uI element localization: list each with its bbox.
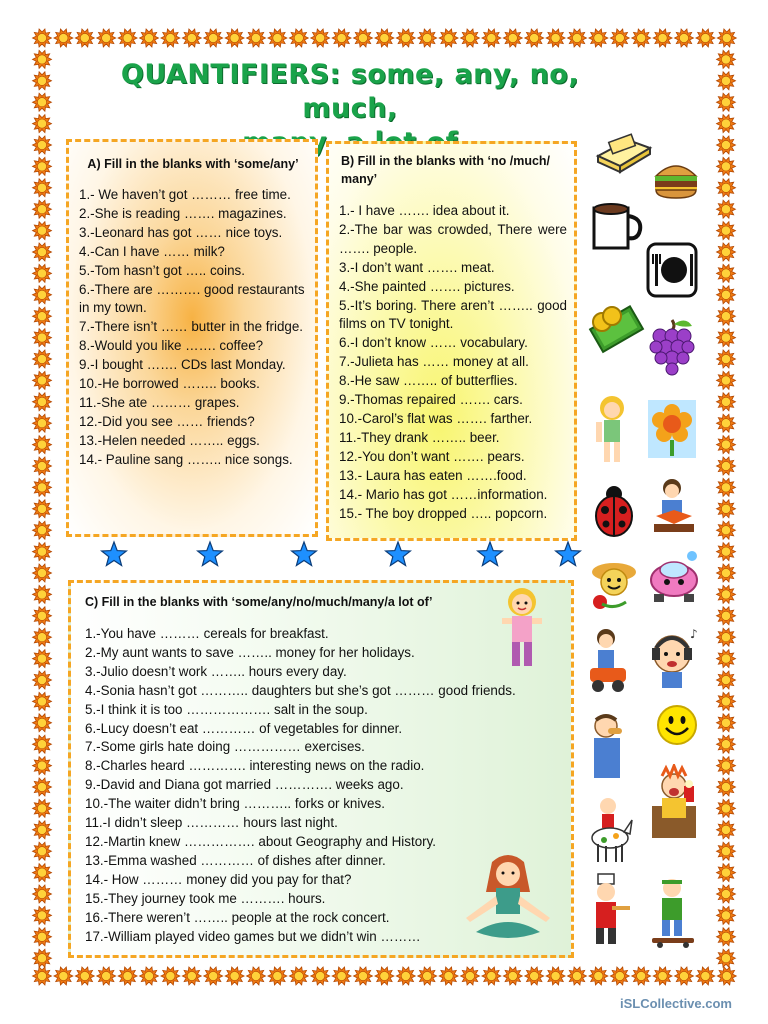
- exercise-item: 15.-They journey took me ………. hours.: [85, 890, 326, 906]
- section-b-list: [339, 202, 567, 523]
- exercise-item: 14.- Mario has got ……information.: [339, 486, 548, 502]
- sun-icon: [33, 414, 52, 432]
- sun-icon: [33, 928, 52, 946]
- exercise-item: 2.-My aunt wants to save …….. money for her holidays.: [85, 644, 415, 660]
- exercise-item: 3.-I don’t want ……. meat.: [339, 259, 495, 275]
- sun-icon: [33, 778, 52, 796]
- sun-icon: [33, 457, 52, 475]
- sun-icon: [717, 200, 736, 218]
- exercise-item: 11.-They drank …….. beer.: [339, 429, 500, 445]
- exercise-item: 8.-Charles heard …………. interesting news on the radio.: [85, 758, 425, 774]
- sun-icon: [33, 393, 52, 411]
- exercise-item: 11.-I didn’t sleep ………… hours last night.: [85, 815, 338, 831]
- sun-icon: [268, 29, 287, 47]
- exercise-item: 15.- The boy dropped ….. popcorn.: [339, 505, 548, 521]
- sun-icon: [717, 307, 736, 325]
- sun-icon: [696, 967, 715, 985]
- sun-icon: [503, 29, 522, 47]
- sun-icon: [33, 157, 52, 175]
- ladybug-icon: [592, 482, 636, 540]
- section-b-heading: B) Fill in the blanks with ‘no /much/ many’: [341, 154, 551, 186]
- pink-car-icon: [648, 548, 700, 604]
- sun-icon: [118, 967, 137, 985]
- sun-icon: [717, 650, 736, 668]
- sun-icon: [140, 29, 159, 47]
- exercise-item: 10.-Carol’s flat was ……. farther.: [339, 410, 533, 426]
- eating-man-icon: [584, 712, 632, 782]
- sun-icon: [33, 371, 52, 389]
- exercise-item: 2.-She is reading ……. magazines.: [79, 205, 287, 221]
- sun-icon: [717, 436, 736, 454]
- sun-icon: [75, 967, 94, 985]
- sun-icon: [33, 671, 52, 689]
- exercise-item: 9.-Thomas repaired ……. cars.: [339, 392, 523, 408]
- sun-icon: [33, 967, 52, 985]
- sun-icon: [653, 29, 672, 47]
- sun-icon: [33, 29, 52, 47]
- sun-icon: [568, 967, 587, 985]
- sun-icon: [375, 967, 394, 985]
- sun-icon: [675, 29, 694, 47]
- exercise-item: 4.-Sonia hasn’t got ……….. daughters but she’s got ……… good friends.: [85, 682, 516, 698]
- sun-icon: [717, 93, 736, 111]
- sun-icon: [247, 29, 266, 47]
- sun-icon: [418, 967, 437, 985]
- sun-icon: [33, 799, 52, 817]
- sun-icon: [268, 967, 287, 985]
- sun-icon: [247, 967, 266, 985]
- sun-icon: [717, 286, 736, 304]
- sun-icon: [525, 967, 544, 985]
- sun-icon: [33, 949, 52, 967]
- exercise-item: 7.-Some girls hate doing …………… exercises.: [85, 739, 365, 755]
- sun-icon: [717, 949, 736, 967]
- sun-icon: [33, 72, 52, 90]
- sun-icon: [717, 906, 736, 924]
- sun-icon: [717, 821, 736, 839]
- sun-icon: [33, 564, 52, 582]
- exercise-item: 1.- We haven’t got ……… free time.: [79, 187, 291, 202]
- exercise-item: 9.-I bought ……. CDs last Monday.: [79, 357, 286, 373]
- section-a-box: [66, 139, 318, 537]
- sun-icon: [589, 29, 608, 47]
- exercise-item: 13.- Laura has eaten …….food.: [339, 467, 527, 483]
- sun-icon: [717, 885, 736, 903]
- money-icon: [586, 300, 648, 360]
- sun-icon: [33, 543, 52, 561]
- sun-icon: [161, 29, 180, 47]
- plate-cutlery-icon: [646, 242, 698, 298]
- boy-horse-icon: [586, 796, 634, 866]
- sun-icon: [717, 500, 736, 518]
- exercise-item: 4.-Can I have …… milk?: [79, 243, 225, 259]
- sun-icon: [675, 967, 694, 985]
- sun-icon: [696, 29, 715, 47]
- sun-icon: [717, 414, 736, 432]
- star-icon: [384, 540, 412, 568]
- exercise-item: 11.-She ate ……… grapes.: [79, 394, 240, 410]
- sun-icon: [33, 885, 52, 903]
- exercise-item: 5.-Tom hasn’t got ….. coins.: [79, 262, 245, 278]
- sun-icon: [717, 264, 736, 282]
- sun-icon: [33, 136, 52, 154]
- sun-icon: [717, 457, 736, 475]
- section-a-heading: A) Fill in the blanks with ‘some/any’: [87, 157, 299, 171]
- sun-icon: [33, 607, 52, 625]
- sun-icon: [54, 29, 73, 47]
- exercise-item: 13.-Helen needed …….. eggs.: [79, 432, 260, 448]
- sun-icon: [33, 436, 52, 454]
- meditating-girl-icon: [456, 852, 560, 946]
- sun-icon: [311, 967, 330, 985]
- exercise-item: 7.-There isn’t …… butter in the fridge.: [79, 319, 304, 335]
- sun-icon: [546, 29, 565, 47]
- flower-icon: [646, 398, 698, 460]
- sun-icon: [33, 115, 52, 133]
- exercise-item: 6.-There are ………. good restaurants in my town.: [79, 281, 305, 316]
- sun-icon: [717, 692, 736, 710]
- sun-icon: [717, 585, 736, 603]
- sun-icon: [717, 799, 736, 817]
- sun-icon: [33, 478, 52, 496]
- sun-icon: [204, 967, 223, 985]
- butter-icon: [592, 126, 654, 174]
- sun-icon: [717, 842, 736, 860]
- sun-icon: [54, 967, 73, 985]
- sun-icon: [589, 967, 608, 985]
- exercise-item: 6.-Lucy doesn’t eat ………… of vegetables for dinner.: [85, 720, 403, 736]
- exercise-item: 2.-The bar was crowded, There were ……. people.: [339, 221, 567, 256]
- sun-icon: [33, 264, 52, 282]
- girl-icon: [592, 392, 632, 466]
- sun-icon: [161, 967, 180, 985]
- sun-icon: [182, 29, 201, 47]
- sun-icon: [568, 29, 587, 47]
- sun-icon: [33, 628, 52, 646]
- sun-icon: [717, 735, 736, 753]
- coffee-mug-icon: [588, 196, 644, 254]
- sun-icon: [610, 967, 629, 985]
- sun-icon: [97, 967, 116, 985]
- sun-icon: [33, 692, 52, 710]
- exercise-item: 8.-Would you like ……. coffee?: [79, 338, 264, 354]
- sun-icon: [632, 967, 651, 985]
- sun-icon: [33, 93, 52, 111]
- exercise-item: 8.-He saw …….. of butterflies.: [339, 373, 518, 389]
- sun-icon: [717, 29, 736, 47]
- sun-icon: [717, 757, 736, 775]
- exercise-item: 6.-I don’t know …… vocabulary.: [339, 335, 528, 351]
- sun-icon: [75, 29, 94, 47]
- sun-icon: [632, 29, 651, 47]
- sun-icon: [461, 967, 480, 985]
- sun-icon: [33, 650, 52, 668]
- music-man-icon: [648, 628, 700, 690]
- sun-icon: [375, 29, 394, 47]
- sun-icon: [33, 222, 52, 240]
- popcorn-man-icon: [648, 764, 700, 840]
- sun-icon: [33, 50, 52, 68]
- sun-icon: [289, 29, 308, 47]
- section-c-heading: C) Fill in the blanks with ‘some/any/no/much/many/a lot of’: [85, 595, 433, 609]
- sun-icon: [546, 967, 565, 985]
- sun-icon: [717, 115, 736, 133]
- sun-icon: [717, 521, 736, 539]
- sun-icon: [97, 29, 116, 47]
- sun-icon: [225, 967, 244, 985]
- sunflower-face-icon: [588, 556, 638, 612]
- sun-icon: [33, 521, 52, 539]
- sun-icon: [717, 393, 736, 411]
- star-icon: [290, 540, 318, 568]
- sun-icon: [717, 329, 736, 347]
- sun-icon: [140, 967, 159, 985]
- sun-icon: [33, 179, 52, 197]
- sun-icon: [396, 967, 415, 985]
- title-line-1: QUANTIFIERS: some, any, no, much,: [120, 59, 580, 124]
- sun-icon: [717, 543, 736, 561]
- exercise-item: 3.-Leonard has got …… nice toys.: [79, 224, 283, 240]
- sun-icon: [482, 967, 501, 985]
- sun-icon: [33, 500, 52, 518]
- sun-icon: [717, 928, 736, 946]
- sun-icon: [332, 29, 351, 47]
- boy-toy-car-icon: [586, 626, 630, 696]
- sun-icon: [33, 243, 52, 261]
- sun-icon: [33, 307, 52, 325]
- sun-icon: [610, 29, 629, 47]
- sun-icon: [33, 200, 52, 218]
- sun-icon: [396, 29, 415, 47]
- sun-icon: [33, 735, 52, 753]
- sun-icon: [225, 29, 244, 47]
- sun-icon: [503, 967, 522, 985]
- sun-icon: [461, 29, 480, 47]
- sun-icon: [33, 714, 52, 732]
- sun-icon: [717, 157, 736, 175]
- sun-icon: [33, 585, 52, 603]
- smiley-icon: [656, 704, 698, 746]
- burger-icon: [652, 156, 700, 200]
- exercise-item: 14.- Pauline sang …….. nice songs.: [79, 451, 293, 467]
- section-b-box: [326, 141, 577, 541]
- sun-icon: [33, 821, 52, 839]
- exercise-item: 9.-David and Diana got married …………. weeks ago.: [85, 777, 404, 793]
- sun-icon: [717, 864, 736, 882]
- sun-icon: [311, 29, 330, 47]
- sun-icon: [33, 906, 52, 924]
- star-icon: [100, 540, 128, 568]
- sun-icon: [717, 564, 736, 582]
- sun-icon: [439, 967, 458, 985]
- exercise-item: 1.-You have ……… cereals for breakfast.: [85, 626, 329, 641]
- exercise-item: 12.-Martin knew ……………. about Geography and History.: [85, 833, 437, 849]
- sun-icon: [482, 29, 501, 47]
- sun-icon: [332, 967, 351, 985]
- sun-icon: [717, 222, 736, 240]
- girl-waving-icon: [498, 586, 546, 674]
- sun-icon: [717, 628, 736, 646]
- sun-icon: [717, 714, 736, 732]
- sun-icon: [439, 29, 458, 47]
- sun-icon: [717, 778, 736, 796]
- exercise-item: 7.-Julieta has …… money at all.: [339, 354, 529, 370]
- sun-icon: [653, 967, 672, 985]
- exercise-item: 1.- I have ……. idea about it.: [339, 203, 510, 218]
- section-a-list: [79, 186, 307, 470]
- star-icon: [554, 540, 582, 568]
- exercise-item: 5.-I think it is too ………………. salt in the soup.: [85, 701, 368, 717]
- sun-icon: [717, 607, 736, 625]
- sun-icon: [717, 671, 736, 689]
- grapes-icon: [646, 316, 698, 378]
- star-icon: [196, 540, 224, 568]
- exercise-item: 16.-There weren’t …….. people at the rock concert.: [85, 909, 390, 925]
- sun-icon: [33, 757, 52, 775]
- watermark: iSLCollective.com: [620, 996, 732, 1011]
- sun-icon: [33, 286, 52, 304]
- sun-icon: [717, 243, 736, 261]
- sun-icon: [717, 179, 736, 197]
- waiter-icon: [584, 872, 634, 946]
- svg-text:♪: ♪: [690, 628, 698, 641]
- sun-icon: [717, 350, 736, 368]
- sun-icon: [717, 478, 736, 496]
- sun-icon: [204, 29, 223, 47]
- exercise-item: 12.-Did you see …… friends?: [79, 413, 255, 429]
- star-icon: [476, 540, 504, 568]
- sun-icon: [717, 50, 736, 68]
- sun-icon: [717, 967, 736, 985]
- sun-icon: [33, 329, 52, 347]
- sun-icon: [182, 967, 201, 985]
- sun-icon: [33, 842, 52, 860]
- exercise-item: 10.-He borrowed …….. books.: [79, 376, 260, 392]
- star-divider: [100, 540, 580, 570]
- sun-icon: [525, 29, 544, 47]
- sun-icon: [354, 29, 373, 47]
- reading-child-icon: [648, 476, 700, 536]
- exercise-item: 5.-It’s boring. There aren’t …….. good films on TV tonight.: [339, 297, 567, 332]
- sun-icon: [33, 864, 52, 882]
- exercise-item: 10.-The waiter didn’t bring ……….. forks or knives.: [85, 796, 385, 812]
- sun-icon: [717, 371, 736, 389]
- exercise-item: 13.-Emma washed ………… of dishes after dinner.: [85, 852, 386, 868]
- sun-icon: [118, 29, 137, 47]
- exercise-item: 12.-You don’t want ……. pears.: [339, 448, 525, 464]
- exercise-item: 14.- How ……… money did you pay for that?: [85, 871, 352, 887]
- sun-icon: [33, 350, 52, 368]
- exercise-item: 3.-Julio doesn’t work …….. hours every day.: [85, 663, 347, 679]
- sun-icon: [717, 72, 736, 90]
- sun-icon: [289, 967, 308, 985]
- skateboard-boy-icon: [648, 876, 698, 948]
- sun-icon: [354, 967, 373, 985]
- sun-icon: [717, 136, 736, 154]
- exercise-item: 17.-William played video games but we didn’t win ………: [85, 928, 421, 944]
- sun-icon: [418, 29, 437, 47]
- exercise-item: 4.-She painted ……. pictures.: [339, 278, 515, 294]
